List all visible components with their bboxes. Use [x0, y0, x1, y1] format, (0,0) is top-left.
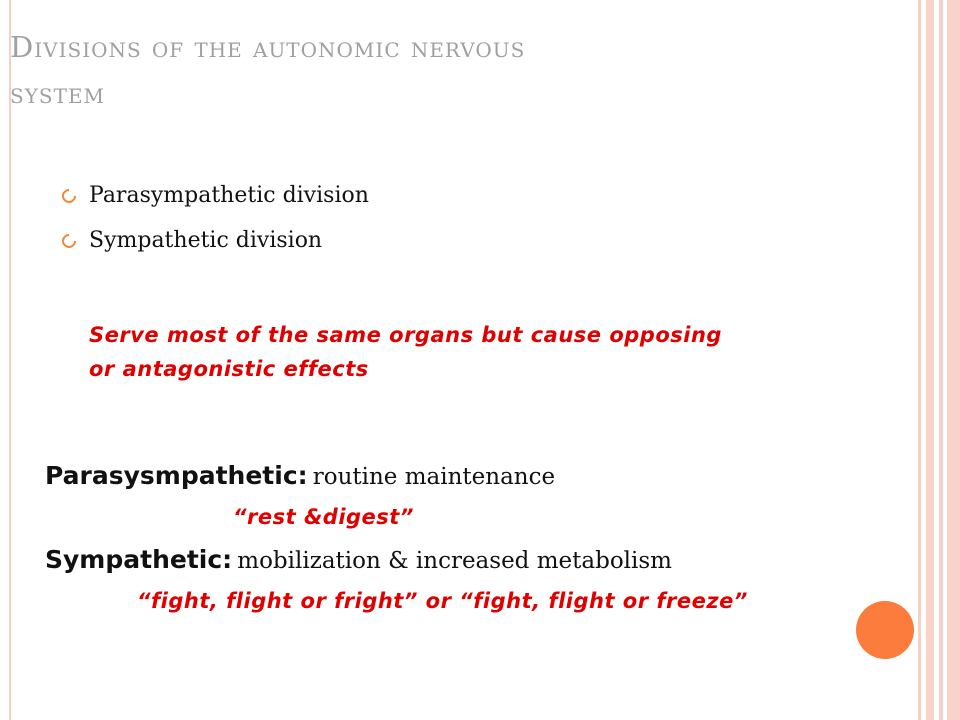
emphasis-note-line-2: or antagonistic effects [89, 357, 369, 381]
bullet-label: Sympathetic division [89, 228, 323, 253]
bullet-item-sympathetic [62, 223, 369, 268]
emphasis-note [89, 318, 909, 386]
emphasis-note-line-1: Serve most of the same organs but cause opposing [89, 323, 722, 347]
parasympathetic-description: routine maintenance [312, 464, 556, 490]
bullet-ring-icon [59, 186, 79, 206]
parasympathetic-quote: “rest &digest” [233, 505, 414, 529]
bullet-item-parasympathetic [62, 178, 369, 223]
right-stripe-4 [947, 0, 960, 720]
right-stripe-3 [939, 0, 943, 720]
sympathetic-term: Sympathetic: [45, 545, 233, 574]
bullet-list [62, 178, 369, 268]
right-stripe-2 [926, 0, 934, 720]
parasympathetic-term: Parasysmpathetic: [45, 461, 308, 490]
slide-title-line-2: system [10, 76, 106, 110]
bullet-label: Parasympathetic division [89, 183, 369, 208]
slide-title [10, 24, 910, 116]
right-stripe-1 [918, 0, 921, 720]
sympathetic-definition [45, 545, 672, 574]
bullet-ring-icon [59, 231, 79, 251]
sympathetic-quote: “fight, flight or fright” or “fight, flight or freeze” [137, 589, 748, 613]
sympathetic-description: mobilization & increased metabolism [237, 548, 672, 574]
parasympathetic-definition [45, 461, 555, 490]
slide-title-line-1: Divisions of the autonomic nervous [10, 30, 526, 64]
orange-circle-decoration [856, 601, 914, 659]
